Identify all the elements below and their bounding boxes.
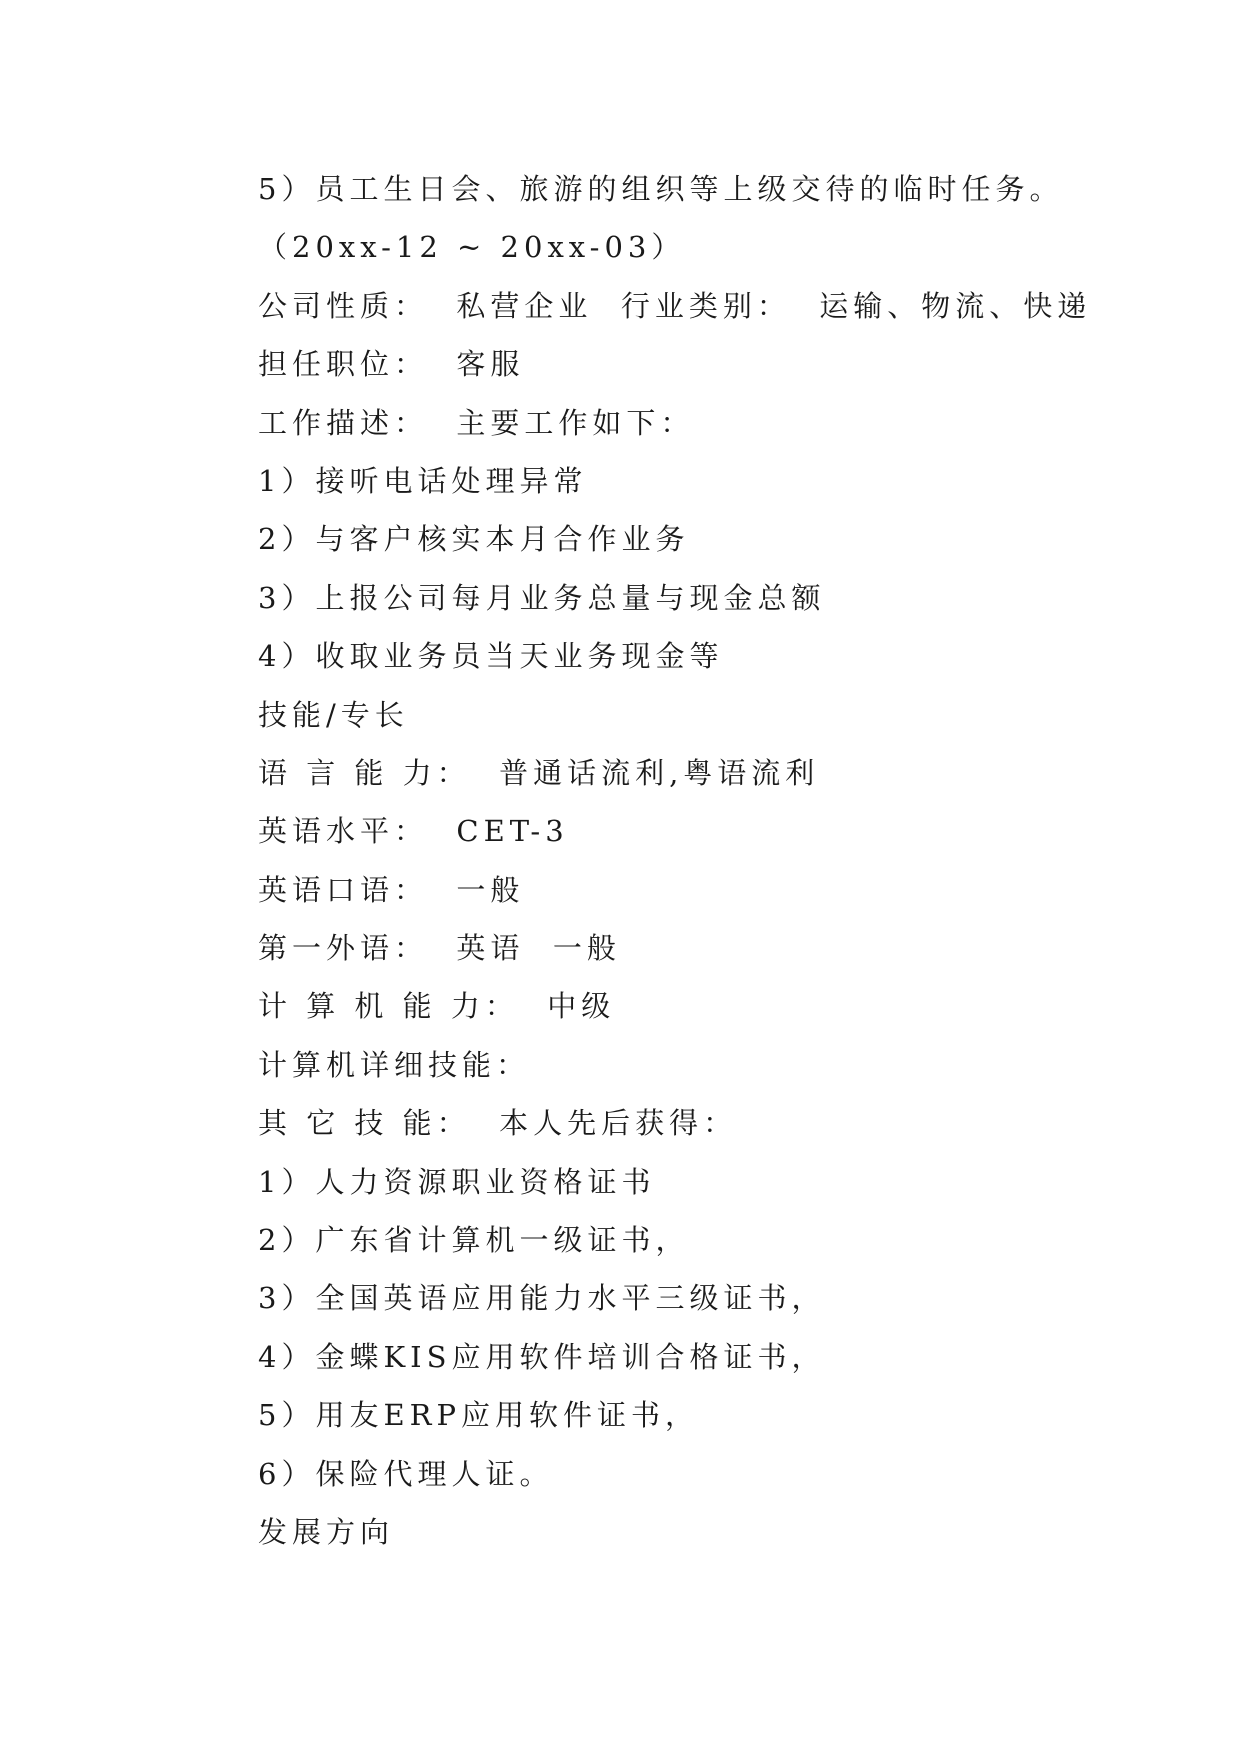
text-line-duty-3: 3）上报公司每月业务总量与现金总额	[258, 580, 826, 615]
text-line-other-skills: 其 它 技 能： 本人先后获得：	[258, 1106, 738, 1141]
text-line-spoken-english: 英语口语： 一般	[258, 872, 525, 907]
text-line-duty-4: 4）收取业务员当天业务现金等	[258, 639, 724, 674]
text-line-duty-2: 2）与客户核实本月合作业务	[258, 522, 690, 557]
text-line-certificate-5: 5）用友ERP应用软件证书，	[258, 1398, 699, 1433]
document-body	[258, 160, 1158, 1561]
text-line-language-ability: 语 言 能 力： 普通话流利,粤语流利	[258, 755, 820, 790]
text-line-computer-ability: 计 算 机 能 力： 中级	[258, 989, 616, 1024]
text-line-task-5: 5）员工生日会、旅游的组织等上级交待的临时任务。	[258, 172, 1064, 206]
text-line-computer-skills-detail: 计算机详细技能：	[258, 1047, 531, 1082]
text-line-certificate-6: 6）保险代理人证。	[258, 1456, 554, 1491]
text-line-certificate-3: 3）全国英语应用能力水平三级证书，	[258, 1281, 826, 1316]
text-line-company-info: 公司性质： 私营企业 行业类别： 运输、物流、快递	[258, 288, 1092, 323]
text-line-job-description: 工作描述： 主要工作如下：	[258, 405, 695, 440]
section-heading-career-direction: 发展方向	[258, 1514, 395, 1549]
text-line-certificate-4: 4）金蝶KIS应用软件培训合格证书，	[258, 1339, 826, 1374]
text-line-certificate-1: 1）人力资源职业资格证书	[258, 1164, 656, 1199]
text-line-certificate-2: 2）广东省计算机一级证书，	[258, 1223, 690, 1258]
section-heading-skills: 技能/专长	[258, 697, 409, 732]
text-line-first-foreign-language: 第一外语： 英语 一般	[258, 931, 621, 966]
text-line-date-range: （20xx-12 ~ 20xx-03）	[258, 230, 686, 265]
text-line-position: 担任职位： 客服	[258, 347, 525, 382]
text-line-duty-1: 1）接听电话处理异常	[258, 463, 588, 498]
text-line-english-level: 英语水平： CET-3	[258, 814, 569, 849]
